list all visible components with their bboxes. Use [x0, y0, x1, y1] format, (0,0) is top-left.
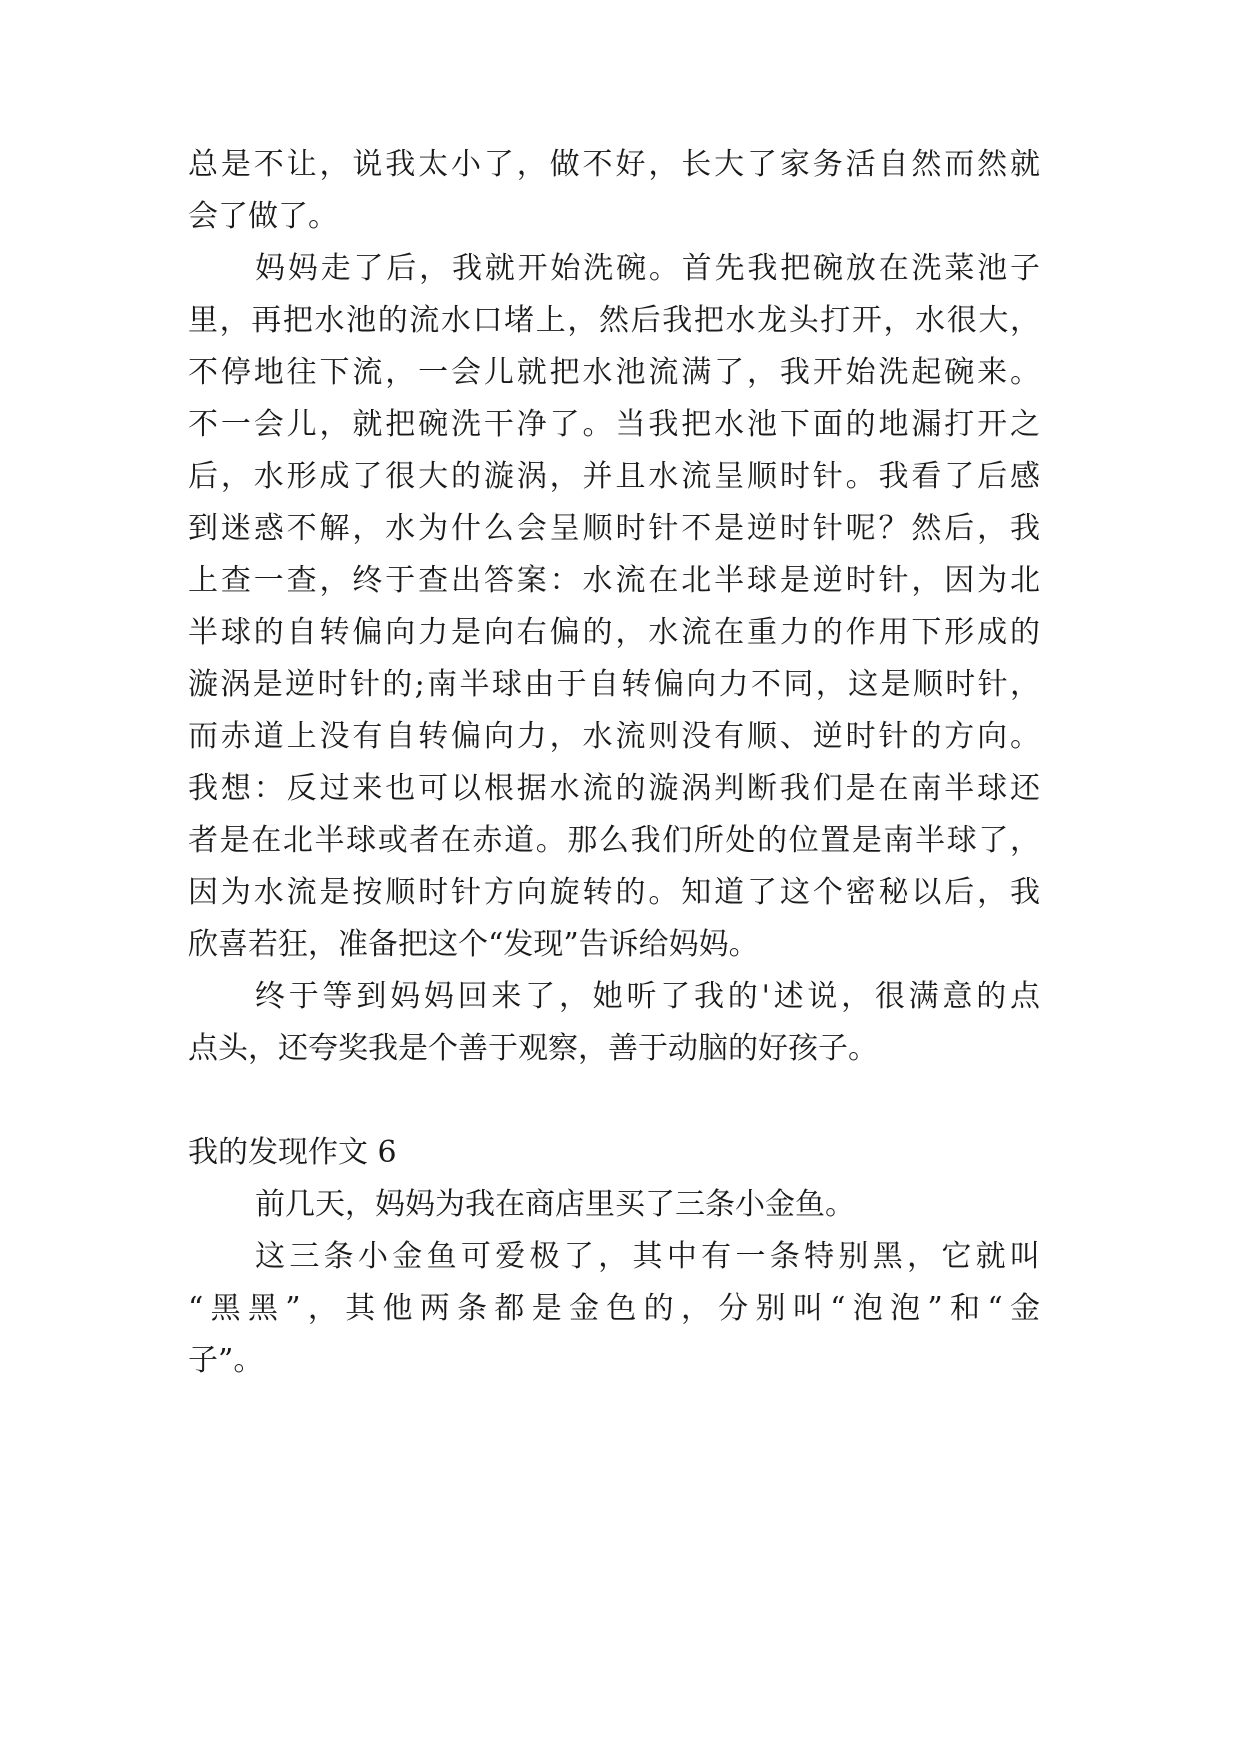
paragraph-first-line: 终于等到妈妈回来了，她听了我的'述说，很满意的点: [255, 979, 1040, 1014]
text-line: 不停地往下流，一会儿就把水池流满了，我开始洗起碗来。: [188, 355, 1040, 390]
paragraph-first-line: 这三条小金鱼可爱极了，其中有一条特别黑，它就叫: [255, 1239, 1040, 1274]
text-line: 上查一查，终于查出答案：水流在北半球是逆时针，因为北: [188, 563, 1040, 598]
text-line: 因为水流是按顺时针方向旋转的。知道了这个密秘以后，我: [188, 875, 1040, 910]
paragraph-first-line: 妈妈走了后，我就开始洗碗。首先我把碗放在洗菜池子: [255, 251, 1040, 286]
text-line: 我想：反过来也可以根据水流的漩涡判断我们是在南半球还: [188, 771, 1040, 806]
text-line: 不一会儿，就把碗洗干净了。当我把水池下面的地漏打开之: [188, 407, 1040, 442]
text-line: 点头，还夸奖我是个善于观察，善于动脑的好孩子。: [188, 1031, 878, 1066]
text-line: 后，水形成了很大的漩涡，并且水流呈顺时针。我看了后感: [188, 459, 1040, 494]
text-line: 总是不让，说我太小了，做不好，长大了家务活自然而然就: [188, 147, 1040, 182]
text-line: 里，再把水池的流水口堵上，然后我把水龙头打开，水很大，: [188, 303, 1040, 338]
paragraph-first-line: 前几天，妈妈为我在商店里买了三条小金鱼。: [255, 1187, 855, 1222]
text-line: 欣喜若狂，准备把这个“发现”告诉给妈妈。: [188, 927, 759, 962]
text-line: 者是在北半球或者在赤道。那么我们所处的位置是南半球了，: [188, 823, 1040, 858]
text-line: 会了做了。: [188, 199, 338, 234]
text-line: 子”。: [188, 1343, 264, 1378]
text-line: “黑黑”，其他两条都是金色的，分别叫“泡泡”和“金: [188, 1291, 1040, 1326]
text-line: 半球的自转偏向力是向右偏的，水流在重力的作用下形成的: [188, 615, 1040, 650]
text-line: 而赤道上没有自转偏向力，水流则没有顺、逆时针的方向。: [188, 719, 1040, 754]
text-line: 漩涡是逆时针的;南半球由于自转偏向力不同，这是顺时针，: [188, 667, 1040, 702]
text-line: 到迷惑不解，水为什么会呈顺时针不是逆时针呢？然后，我: [188, 511, 1040, 546]
section-heading: 我的发现作文 6: [188, 1135, 397, 1170]
